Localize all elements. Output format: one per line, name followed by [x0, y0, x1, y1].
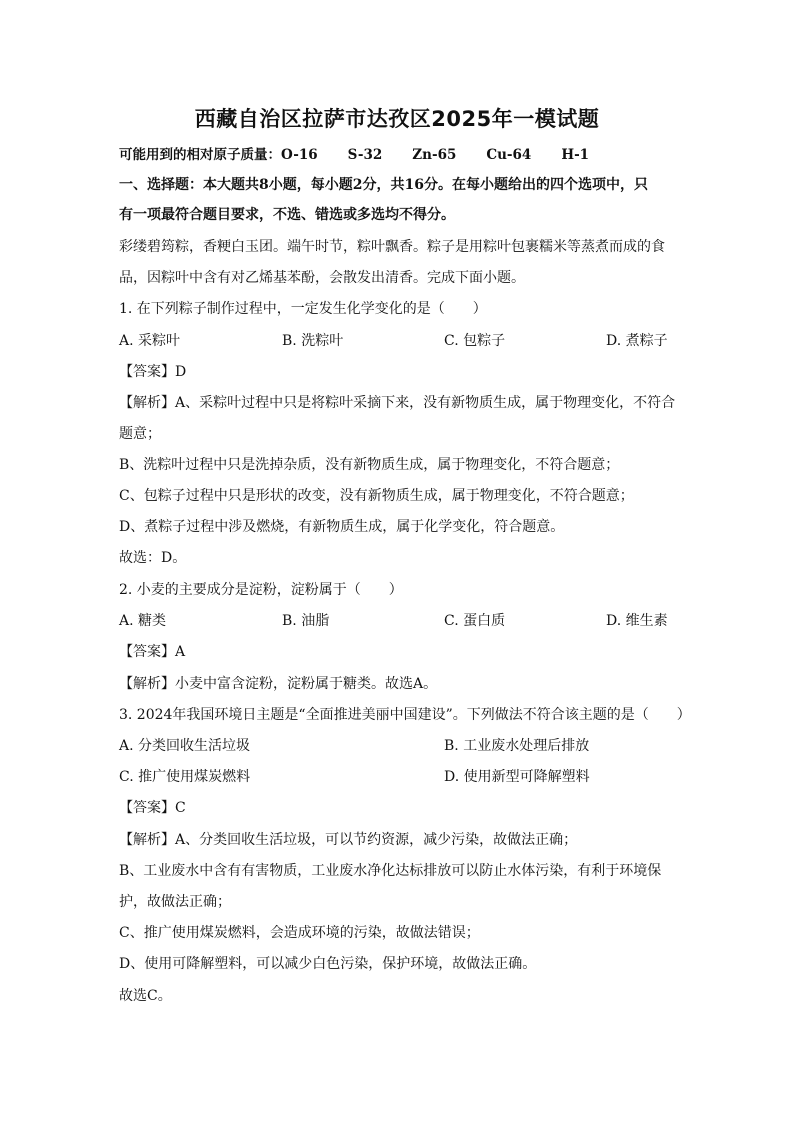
- q1-analysis-line: C、包粽子过程中只是形状的改变，没有新物质生成，属于物理变化，不符合题意；: [119, 488, 634, 504]
- q1-analysis-line: 题意；: [119, 426, 161, 442]
- q2-analysis-line: 【解析】小麦中富含淀粉，淀粉属于糖类。故选A。: [119, 676, 438, 692]
- q1-analysis-line: 【解析】A、采粽叶过程中只是将粽叶采摘下来，没有新物质生成，属于物理变化，不符合: [119, 395, 676, 411]
- q2-option-a: A. 糖类: [119, 613, 167, 629]
- section-heading-cont: 有一项最符合题目要求，不选、错选或多选均不得分。: [119, 207, 455, 223]
- q2-option-b: B. 油脂: [282, 613, 330, 629]
- q3-analysis-line: 【解析】A、分类回收生活垃圾，可以节约资源，减少污染，故做法正确；: [119, 832, 578, 848]
- atomic-masses-label: 可能用到的相对原子质量：: [119, 147, 281, 163]
- q1-option-d: D. 煮粽子: [606, 333, 668, 349]
- intro-text-cont: 品，因粽叶中含有对乙烯基苯酚，会散发出清香。完成下面小题。: [119, 270, 525, 286]
- q2-option-d: D. 维生素: [606, 613, 668, 629]
- q1-answer: 【答案】D: [119, 364, 187, 380]
- q3-option-c: C. 推广使用煤炭燃料: [119, 769, 251, 785]
- intro-text: 彩缕碧筠粽，香粳白玉团。端午时节，粽叶飘香。粽子是用粽叶包裹糯米等蒸煮而成的食: [119, 239, 665, 255]
- q3-answer: 【答案】C: [119, 800, 186, 816]
- q1-option-a: A. 采粽叶: [119, 333, 181, 349]
- q3-option-b: B. 工业废水处理后排放: [444, 738, 590, 754]
- atomic-mass-item: O-16: [281, 147, 318, 163]
- q1-option-b: B. 洗粽叶: [282, 333, 344, 349]
- atomic-mass-item: Zn-65: [412, 147, 457, 163]
- q1-analysis-line: B、洗粽叶过程中只是洗掉杂质，没有新物质生成，属于物理变化，不符合题意；: [119, 457, 620, 473]
- q3-analysis-line: 护，故做法正确；: [119, 894, 231, 910]
- section-heading: 一、选择题：本大题共8小题，每小题2分，共16分。在每小题给出的四个选项中，只: [119, 177, 648, 193]
- q2-option-c: C. 蛋白质: [444, 613, 506, 629]
- q1-option-c: C. 包粽子: [444, 333, 506, 349]
- q3-analysis-line: C、推广使用煤炭燃料，会造成环境的污染，故做法错误；: [119, 925, 480, 941]
- q3-analysis-line: B、工业废水中含有有害物质，工业废水净化达标排放可以防止水体污染，有利于环境保: [119, 863, 662, 879]
- q1-analysis-line: D、煮粽子过程中涉及燃烧，有新物质生成，属于化学变化，符合题意。: [119, 519, 565, 535]
- atomic-mass-item: H-1: [561, 147, 590, 163]
- q3-analysis-line: 故选C。: [119, 988, 172, 1004]
- atomic-masses: [119, 143, 619, 163]
- question-2-stem: 2. 小麦的主要成分是淀粉，淀粉属于（ ）: [119, 582, 403, 598]
- q1-analysis-line: 故选：D。: [119, 550, 187, 566]
- q3-option-a: A. 分类回收生活垃圾: [119, 738, 251, 754]
- q2-answer: 【答案】A: [119, 644, 186, 660]
- atomic-mass-item: Cu-64: [486, 147, 532, 163]
- question-1-stem: 1. 在下列粽子制作过程中，一定发生化学变化的是（ ）: [119, 301, 487, 317]
- q3-option-d: D. 使用新型可降解塑料: [444, 769, 590, 785]
- atomic-mass-item: S-32: [347, 147, 383, 163]
- q3-analysis-line: D、使用可降解塑料，可以减少白色污染，保护环境，故做法正确。: [119, 956, 537, 972]
- question-3-stem: 3. 2024年我国环境日主题是“全面推进美丽中国建设”。下列做法不符合该主题的是（ ）: [119, 707, 691, 723]
- page-title: 西藏自治区拉萨市达孜区2025年一模试题: [194, 107, 600, 131]
